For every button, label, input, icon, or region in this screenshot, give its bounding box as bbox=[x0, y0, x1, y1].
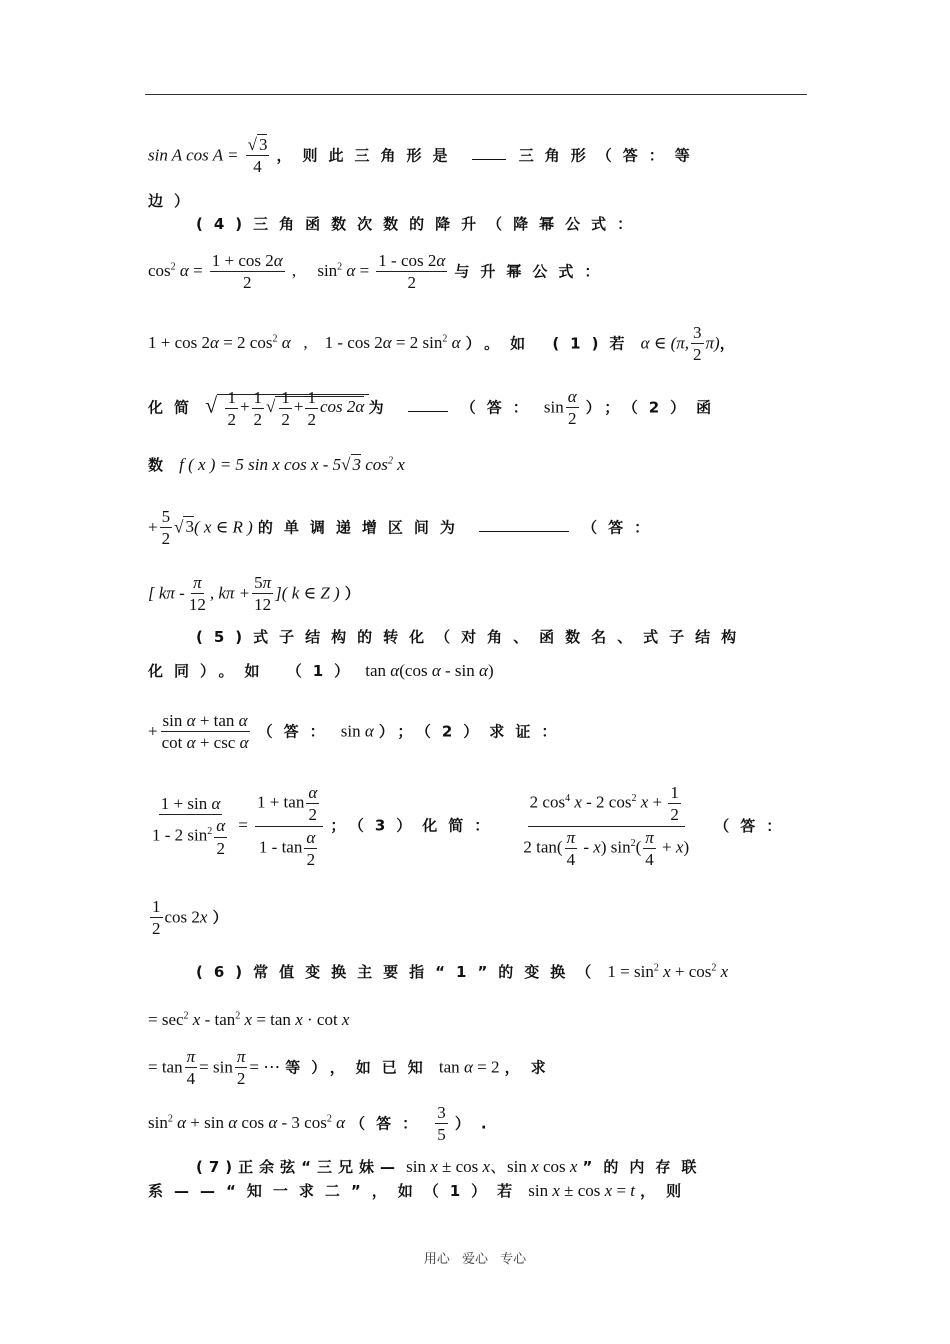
text-given: 等），如已知 bbox=[285, 1058, 434, 1077]
text-example-2: ）；（2）函 bbox=[585, 398, 723, 417]
text-is: 为 bbox=[368, 398, 395, 417]
text-relation: ”的内存联 bbox=[582, 1158, 708, 1176]
answer-blank bbox=[472, 147, 506, 160]
line-power-reduction: $\cos^2 \alpha$ = $\frac{1 + \cos 2\alpha}{2}$ , $\sin^2 \alpha$ = $\frac{1 - \cos 2\alpha}{2}$ 与升幂公式： bbox=[148, 251, 611, 293]
heading-7: (7)正余弦“三兄妹— sin x ± cos x、sin x cos x ”的内存联 bbox=[196, 1157, 708, 1176]
text-power-raise: 与升幂公式： bbox=[454, 262, 611, 281]
text-answer: （答： bbox=[350, 1114, 429, 1133]
text-prove: ）；（2）求证： bbox=[378, 722, 568, 741]
answer-blank bbox=[479, 519, 569, 532]
line-structure-2: + $\frac{\text{sin α + tan α}}{\text{cot α + csc α}}$ （答： sin α ）；（2）求证： bbox=[148, 711, 568, 753]
text-close: ） bbox=[212, 908, 239, 927]
text-answer: （答： bbox=[714, 816, 793, 835]
text-triangle-answer: 三角形（答：等 bbox=[518, 146, 701, 165]
line-answer-half-cos: $\frac{1}{2}$ cos 2x ） bbox=[152, 897, 239, 939]
heading-5: (5)式子结构的转化（对角、函数名、式子结构 bbox=[196, 628, 748, 646]
line-power-raise: 1 + cos 2α = 2 $\cos^2 \alpha$ , 1 - cos 2α = 2 $\sin^2 \alpha$ ）。如 (1)若 α ∈ (π, $\frac{3}{2}$ π)， bbox=[148, 323, 746, 365]
fraction-sqrt3-over-4: $\frac{√ 3}{4}$ bbox=[247, 135, 268, 177]
text-simplify-3: ；（3）化简： bbox=[330, 816, 501, 835]
text-know-one-find-two: 系——“知一求二”，如（1）若 bbox=[148, 1182, 524, 1200]
text-triangle-question: ，则此三角形是 bbox=[276, 146, 459, 165]
line-2: 边） bbox=[148, 192, 201, 210]
text-constant-transform: (6)常值变换主要指“1”的变换（ bbox=[196, 963, 603, 981]
formula-sinAcosA: sin A cos A = bbox=[148, 145, 239, 165]
text-example: 化同）。如 （1） bbox=[148, 662, 361, 680]
heading-6: (6)常值变换主要指“1”的变换（ $1 = \sin^2 x + \cos^2 x$ bbox=[196, 962, 729, 981]
text-answer: （答： bbox=[257, 722, 336, 741]
line-tan-pi4: = tan $\frac{\pi}{4}$ = sin $\frac{\pi}{2}$ = ⋯ 等），如已知 tan α = 2 ，求 bbox=[148, 1047, 557, 1089]
text-answer: （答： bbox=[460, 398, 539, 417]
line-simplify: 化简 √ $\frac{1}{2}$ + $\frac{1}{2}$ √ $\frac{1}{2}$ + $\frac{1}{2}$ cos 2α 为 （答： sin $\frac{\alpha}{2}$ ）；（2）函 bbox=[148, 387, 723, 429]
answer-blank bbox=[408, 399, 448, 412]
line-sec-tan: = $\sec^2 x - \tan^2 x = \tan x \cdot \cot x$ bbox=[148, 1010, 350, 1029]
line-prove: 1 + sin α 1 - 2 $\sin^2$ $\frac{\alpha}{2}$ = 1 + tan $\frac{\alpha}{2}$ 1 - tan $\frac{\alpha}{2}$ ；（3）化简： 2 $\cos^4 x - 2$ $\cos^2 x$ + $\frac{1}{2}$ 2 tan( $\frac{\pi}{4}$ - x) $\sin^2$( $\frac{\pi}{4}$ + x) （答： bbox=[152, 783, 793, 869]
line-function: 数 f ( x ) = 5 sin x cos x - 5√ 3 $\cos^2 x$ bbox=[148, 455, 405, 474]
line-increasing-interval: + $\frac{5}{2}$ √ 3( x ∈ R ) 的单调递增区间为 （答： bbox=[148, 507, 661, 549]
line-know-one: 系——“知一求二”，如（1）若 sin x ± cos x = t ，则 bbox=[148, 1181, 693, 1200]
text-example-1: ）。如 (1)若 bbox=[465, 334, 636, 353]
text-function: 数 bbox=[148, 456, 175, 474]
line-structure: 化同）。如 （1） tan α(cos α - sin α) bbox=[148, 661, 494, 680]
line-find-expression: $\sin^2 \alpha + \sin \alpha$ cos α - 3 $\cos^2 \alpha$ （答： $\frac{3}{5}$ ）. bbox=[148, 1103, 498, 1145]
text-answer: （答： bbox=[582, 518, 661, 537]
text-find: ，求 bbox=[504, 1058, 557, 1077]
text-close: ）. bbox=[454, 1114, 498, 1133]
header-rule bbox=[145, 94, 807, 95]
text-simplify: 化简 bbox=[148, 398, 201, 417]
text-increasing: 的单调递增区间为 bbox=[257, 518, 466, 537]
text-then: ，则 bbox=[640, 1182, 693, 1200]
page-footer: 用心 爱心 专心 bbox=[423, 1252, 527, 1267]
text-close: ） bbox=[344, 584, 371, 603]
heading-4: (4)三角函数次数的降升（降幂公式： bbox=[196, 215, 644, 233]
text-sin-cos-siblings: (7)正余弦“三兄妹— bbox=[196, 1158, 402, 1176]
line-interval-answer: [ kπ - $\frac{\pi}{12}$ , kπ + $\frac{5\pi}{12}$ ]( k ∈ Z ) ） bbox=[148, 573, 371, 615]
line-1 bbox=[148, 134, 701, 178]
